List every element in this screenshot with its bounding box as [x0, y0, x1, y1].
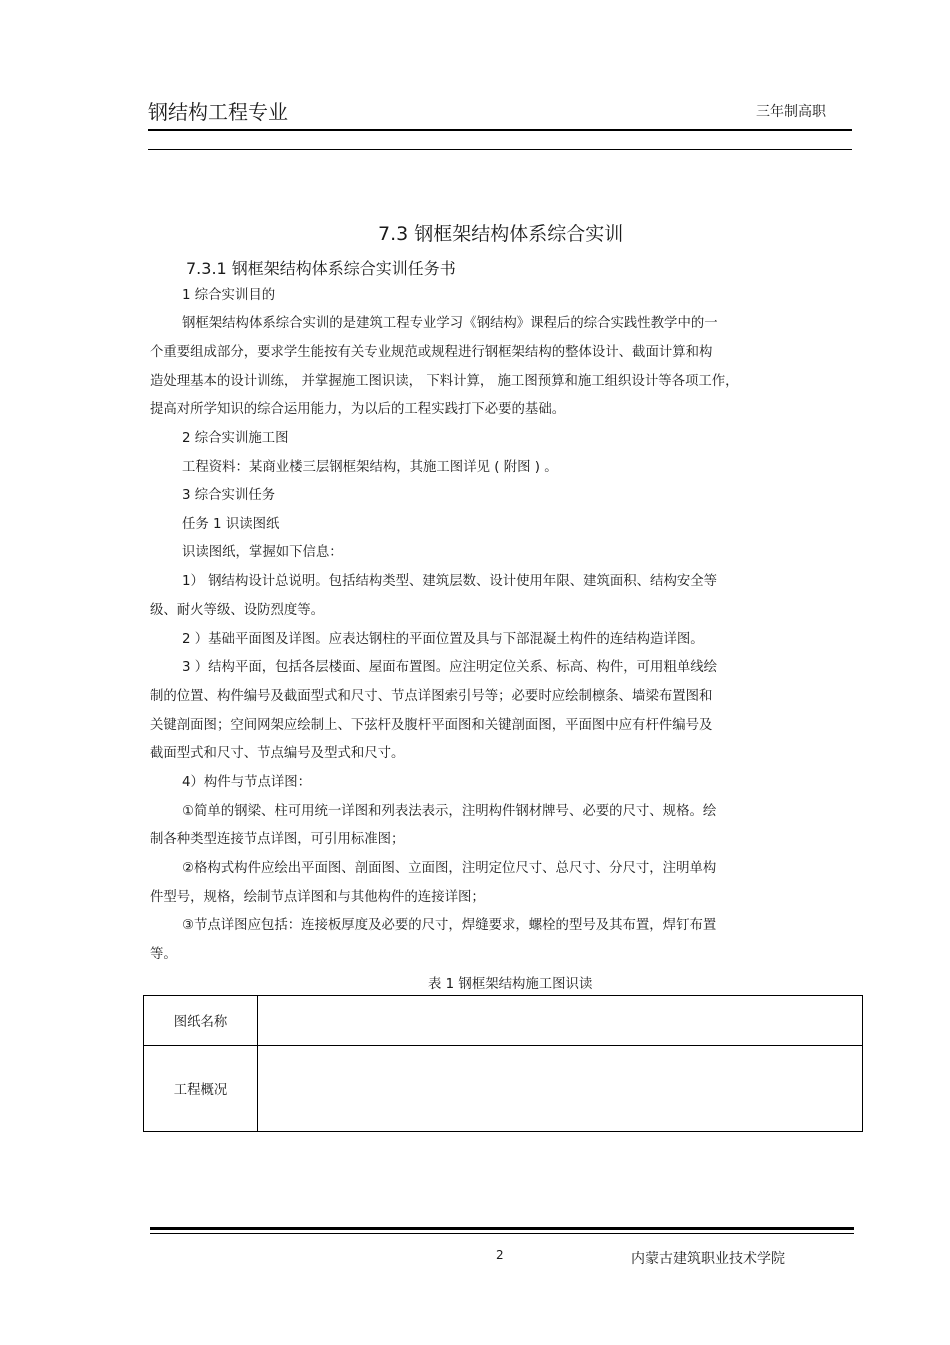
table-row: [144, 996, 863, 1046]
body-line: 造处理基本的设计训练， 并掌握施工图识读， 下料计算， 施工图预算和施工组织设计等各项工作，: [150, 374, 739, 389]
header-rule-thick: [148, 129, 852, 131]
body-line: 制各种类型连接节点详图，可引用标准图；: [150, 832, 405, 847]
page-number: 2: [496, 1248, 504, 1262]
body-line: 件型号，规格，绘制节点详图和与其他构件的连接详图；: [150, 890, 485, 905]
table-row: [144, 1046, 863, 1132]
header-subtitle: 三年制高职: [756, 104, 826, 120]
header-rule-thin: [148, 149, 852, 150]
body-line: 关键剖面图；空间网架应绘制上、下弦杆及腹杆平面图和关键剖面图，平面图中应有杆件编号及: [150, 718, 713, 733]
header-title: 钢结构工程专业: [148, 100, 288, 124]
body-line: ①简单的钢梁、柱可用统一详图和列表法表示，注明构件钢材牌号、必要的尺寸、规格。绘: [182, 804, 717, 819]
drawing-reading-table: [143, 995, 863, 1132]
body-line: 1） 钢结构设计总说明。包括结构类型、建筑层数、设计使用年限、建筑面积、结构安全等: [182, 574, 718, 589]
body-line: 提高对所学知识的综合运用能力，为以后的工程实践打下必要的基础。: [150, 402, 566, 417]
body-line: 1 综合实训目的: [182, 288, 276, 303]
footer-rule-thin: [150, 1233, 854, 1234]
body-line: 任务 1 识读图纸: [182, 517, 280, 532]
body-line: 制的位置、构件编号及截面型式和尺寸、节点详图索引号等；必要时应绘制檩条、墙梁布置图和: [150, 689, 713, 704]
body-line: 2 综合实训施工图: [182, 431, 289, 446]
body-line: ②格构式构件应绘出平面图、剖面图、立面图，注明定位尺寸、总尺寸、分尺寸，注明单构: [182, 861, 717, 876]
table-label-cell: 图纸名称: [144, 996, 258, 1046]
section-subtitle: 7.3.1 钢框架结构体系综合实训任务书: [186, 259, 456, 278]
body-line: ③节点详图应包括：连接板厚度及必要的尺寸，焊缝要求，螺栓的型号及其布置，焊钉布置: [182, 918, 717, 933]
table-value-cell[interactable]: [258, 996, 863, 1046]
footer-school: 内蒙古建筑职业技术学院: [631, 1251, 785, 1267]
body-line: 截面型式和尺寸、节点编号及型式和尺寸。: [150, 746, 405, 761]
table-value-cell[interactable]: [258, 1046, 863, 1132]
table-label-cell: 工程概况: [144, 1046, 258, 1132]
body-line: 工程资料：某商业楼三层钢框架结构，其施工图详见 ( 附图 ) 。: [182, 460, 558, 475]
body-line: 识读图纸，掌握如下信息：: [182, 545, 343, 560]
body-line: 个重要组成部分，要求学生能按有关专业规范或规程进行钢框架结构的整体设计、截面计算和构: [150, 345, 713, 360]
body-line: 等。: [150, 947, 177, 962]
body-line: 4）构件与节点详图：: [182, 775, 312, 790]
body-line: 3 ）结构平面，包括各层楼面、屋面布置图。应注明定位关系、标高、构件，可用粗单线绘: [182, 660, 718, 675]
body-line: 2 ）基础平面图及详图。应表达钢柱的平面位置及具与下部混凝土构件的连结构造详图。: [182, 632, 704, 647]
body-line: 级、耐火等级、设防烈度等。: [150, 603, 325, 618]
body-line: 钢框架结构体系综合实训的是建筑工程专业学习《钢结构》课程后的综合实践性教学中的一: [182, 316, 718, 331]
footer-rule-thick: [150, 1227, 854, 1230]
section-title: 7.3 钢框架结构体系综合实训: [378, 223, 624, 245]
body-line: 3 综合实训任务: [182, 488, 276, 503]
table-caption: 表 1 钢框架结构施工图识读: [428, 977, 593, 992]
